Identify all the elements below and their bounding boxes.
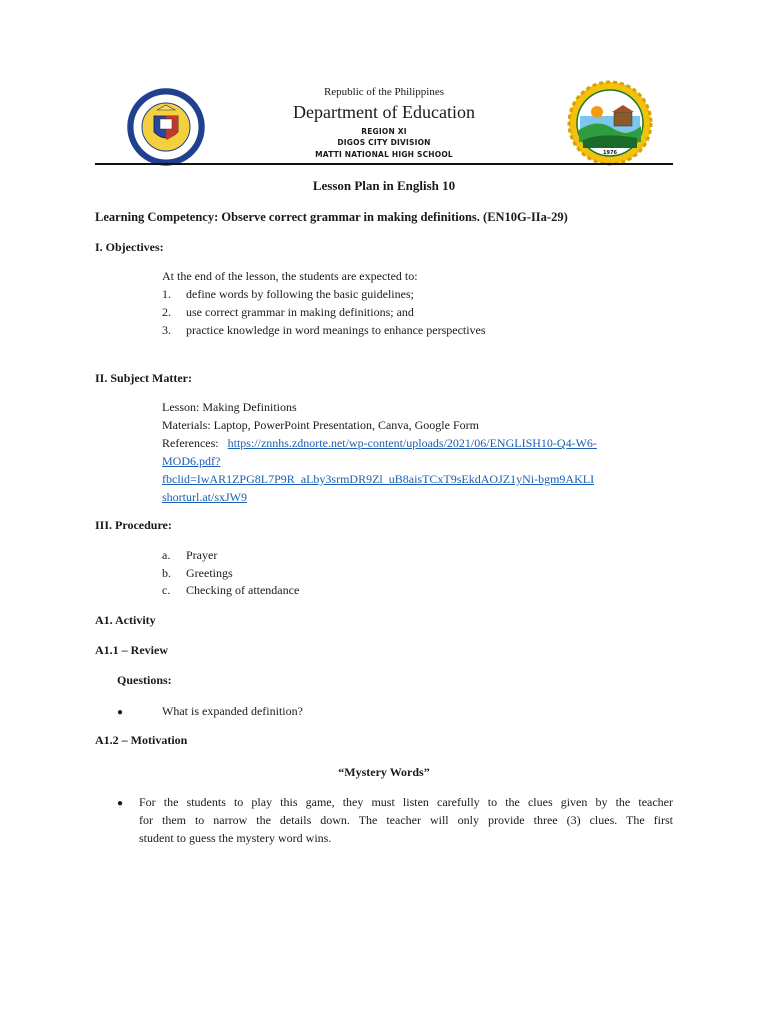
objective-text: define words by following the basic guidelines; [186, 287, 414, 301]
procedure-text: Greetings [186, 566, 233, 580]
objective-item [162, 322, 486, 339]
objective-item [162, 286, 414, 303]
procedure-heading: III. Procedure: [95, 518, 172, 532]
procedure-letter: b. [162, 566, 171, 580]
header-region: REGION XI [361, 127, 407, 136]
procedure-text: Prayer [186, 548, 218, 562]
page-title: Lesson Plan in English 10 [312, 178, 456, 193]
objective-item [162, 304, 414, 321]
questions-heading: Questions: [117, 673, 172, 687]
procedure-letter: c. [162, 583, 171, 597]
motivation-heading: A1.2 – Motivation [95, 733, 188, 747]
procedure-item [162, 547, 217, 564]
activity-heading: A1. Activity [95, 613, 156, 627]
learning-competency: Learning Competency: Observe correct grammar in making definitions. (EN10G-IIa-29) [95, 210, 568, 224]
game-description-line: For the students to play this game, they must listen carefully to the clues given by the teacher [139, 795, 673, 809]
game-title: “Mystery Words” [338, 765, 430, 779]
bullet-icon: ● [117, 707, 124, 718]
svg-text:1976: 1976 [603, 150, 617, 156]
objective-number: 1. [162, 287, 171, 301]
reference-link[interactable]: https://znnhs.zdnorte.net/wp-content/uploads/2021/06/ENGLISH10-Q4-W6- [227, 436, 597, 450]
lesson-line: Lesson: Making Definitions [162, 400, 297, 414]
objectives-intro: At the end of the lesson, the students are expected to: [162, 269, 418, 283]
objective-text: use correct grammar in making definitions; and [186, 305, 414, 319]
objective-text: practice knowledge in word meanings to enhance perspectives [186, 323, 486, 337]
bullet-icon: ● [117, 798, 124, 809]
question-item [117, 703, 303, 721]
game-description-line: student to guess the mystery word wins. [139, 831, 332, 845]
header-divider [95, 163, 673, 165]
objective-number: 2. [162, 305, 171, 319]
references-line [162, 435, 597, 452]
subject-matter-heading: II. Subject Matter: [95, 371, 192, 385]
game-description-line: for them to narrow the details down. The teacher will only provide three (3) clues. The first [139, 813, 673, 827]
procedure-letter: a. [162, 548, 171, 562]
procedure-item [162, 582, 299, 599]
svg-text:KAGAWARAN: KAGAWARAN [153, 96, 179, 101]
review-heading: A1.1 – Review [95, 643, 168, 657]
header-department: Department of Education [293, 102, 475, 122]
reference-shorturl-link[interactable]: shorturl.at/sxJW9 [162, 490, 247, 504]
header-division: DIGOS CITY DIVISION [337, 138, 431, 147]
procedure-item [162, 565, 233, 582]
reference-link[interactable]: MOD6.pdf? [162, 454, 221, 468]
procedure-text: Checking of attendance [186, 583, 300, 597]
objectives-heading: I. Objectives: [95, 240, 164, 254]
header-republic: Republic of the Philippines [323, 86, 445, 98]
header-school: MATTI NATIONAL HIGH SCHOOL [315, 150, 453, 159]
objective-number: 3. [162, 323, 171, 337]
reference-link[interactable]: fbclid=IwAR1ZPG8L7P9R_aLby3srmDR9Zl_uB8aisTCxT9sEkdAOJZ1yNi-bgm9AKLI [162, 472, 595, 486]
references-label: References: [162, 436, 219, 450]
question-text: What is expanded definition? [162, 704, 303, 718]
materials-line: Materials: Laptop, PowerPoint Presentation, Canva, Google Form [162, 418, 479, 432]
